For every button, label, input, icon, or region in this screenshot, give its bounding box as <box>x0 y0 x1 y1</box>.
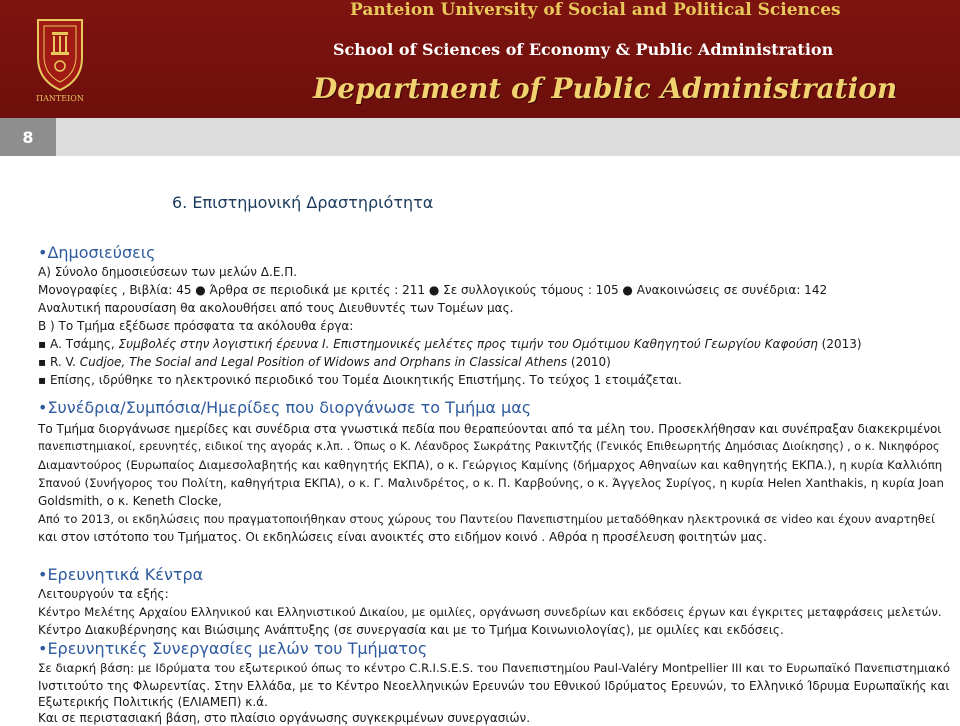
university-name: Panteion University of Social and Political Sciences <box>350 0 841 20</box>
conferences-line: πανεπιστημιακοί, ερευνητές, ειδικοί της αγοράς κ.λπ. . Όπως ο Κ. Λέανδρος Σωκράτης Ρακιντζής (Γενικός Επιθεωρητής Δημόσιας Διοίκησης) , ο κ. Νικηφόρος <box>38 440 940 453</box>
publications-heading: •Δημοσιεύσεις <box>38 243 156 262</box>
conferences-line: Από το 2013, οι εκδηλώσεις που πραγματοποιήθηκαν στους χώρους του Παντείου Πανεπιστημίου μεταδόθηκαν ηλεκτρονικά σε video και έχουν αναρτηθεί <box>38 512 936 526</box>
collaborations-heading: •Ερευνητικές Συνεργασίες μελών του Τμήματος <box>38 639 428 658</box>
section-title: 6. Επιστημονική Δραστηριότητα <box>172 193 434 212</box>
publications-line: Αναλυτική παρουσίαση θα ακολουθήσει από τους Διευθυντές των Τομέων μας. <box>38 301 514 315</box>
school-name: School of Sciences of Economy & Public Administration <box>333 40 834 59</box>
grey-band <box>0 118 960 156</box>
publications-line: Β ) Το Τμήμα εξέδωσε πρόσφατα τα ακόλουθα έργα: <box>38 319 354 333</box>
publications-line: Μονογραφίες , Βιβλία: 45 ● Άρθρα σε περιοδικά με κριτές : 211 ● Σε συλλογικούς τόμους : 105 ● Ανακοινώσεις σε συνέδρια: 142 <box>38 283 828 297</box>
crest-icon <box>30 14 90 94</box>
book-item-2-prefix: ▪ R. V. <box>38 355 80 369</box>
department-name: Department of Public Administration <box>313 72 898 105</box>
conferences-line: Το Τμήμα διοργάνωσε ημερίδες και συνέδρια στα γνωστικά πεδία που θεραπεύονται από τα μέλη του. Προσεκλήθησαν και συνέπραξαν διακεκριμένοι <box>38 422 942 436</box>
publications-line: Α) Σύνολο δημοσιεύσεων των μελών Δ.Ε.Π. <box>38 265 298 279</box>
collaborations-line: Και σε περιστασιακή βάση, στο πλαίσιο οργάνωσης συγκεκριμένων συνεργασιών. <box>38 711 531 725</box>
conferences-heading: •Συνέδρια/Συμπόσια/Ημερίδες που διοργάνωσε το Τμήμα μας <box>38 398 532 417</box>
collaborations-line: Σε διαρκή βάση: με Ιδρύματα του εξωτερικού όπως το κέντρο C.R.I.S.E.S. του Πανεπιστημίου Paul-Valéry Montpellier III και το Ευρωπαϊκό Πανεπιστημιακό <box>38 661 951 675</box>
book-item-2-year: (2010) <box>567 355 611 369</box>
book-item-1 <box>38 337 862 351</box>
header-banner <box>0 0 960 118</box>
page-number: 8 <box>0 118 56 156</box>
conferences-line: Διαμαντούρος (Ευρωπαίος Διαμεσολαβητής και καθηγητής ΕΚΠΑ), ο κ. Γεώργιος Καμίνης (δήμαρχος Αθηναίων και καθηγητής ΕΚΠΑ.), η κυρία Καλλιόπη <box>38 458 943 472</box>
collaborations-line: Ινστιτούτο της Φλωρεντίας. Στην Ελλάδα, με το Κέντρο Νεοελληνικών Ερευνών του Εθνικού Ιδρύματος Ερευνών, το Ελληνικό Ίδρυμα Ευρωπαϊκής και <box>38 679 950 693</box>
conferences-line: Σπανού (Συνήγορος του Πολίτη, καθηγήτρια ΕΚΠΑ), ο κ. Γ. Μαλινδρέτος, ο κ. Π. Καρβούνης, ο κ. Άγγελος Συρίγος, η κυρία Helen Xanthakis, η κυρία Joan <box>38 476 944 490</box>
research-centers-line: Κέντρο Διακυβέρνησης και Βιώσιμης Ανάπτυξης (σε συνεργασία και με το Τμήμα Κοινωνιολογίας), με ομιλίες και εκδόσεις. <box>38 623 784 637</box>
collaborations-line: Εξωτερικής Πολιτικής (ΕΛΙΑΜΕΠ) κ.ά. <box>38 695 268 709</box>
book-item-2-title: Cudjoe, The Social and Legal Position of Widows and Orphans in Classical Athens <box>79 355 568 369</box>
book-item-3: ▪ Επίσης, ιδρύθηκε το ηλεκτρονικό περιοδικό του Τομέα Διοικητικής Επιστήμης. Το τεύχος 1 ετοιμάζεται. <box>38 373 682 387</box>
book-item-1-prefix: ▪ Α. Τσάμης, <box>38 337 119 351</box>
book-item-1-title: Συμβολές στην λογιστική έρευνα Ι. Επιστημονικές μελέτες προς τιμήν του Ομότιμου Καθηγητού Γεωργίου Καφούση <box>118 337 818 351</box>
book-item-1-year: (2013) <box>817 337 862 351</box>
research-centers-heading: •Ερευνητικά Κέντρα <box>38 565 204 584</box>
university-crest-logo <box>30 14 90 104</box>
book-item-2 <box>38 355 611 369</box>
conferences-line: και στον ιστότοπο του Τμήματος. Οι εκδηλώσεις είναι ανοικτές στο ειδήμον κοινό . Αθρόα η προσέλευση φοιτητών μας. <box>38 530 767 544</box>
conferences-line: Goldsmith, ο κ. Keneth Clocke, <box>38 494 222 508</box>
research-centers-line: Κέντρο Μελέτης Αρχαίου Ελληνικού και Ελληνιστικού Δικαίου, με ομιλίες, οργάνωση συνεδρίων και εκδόσεις έργων και έγκριτες μεταφράσεις μελετών. <box>38 605 942 619</box>
research-centers-line: Λειτουργούν τα εξής: <box>38 587 169 601</box>
crest-label: ΠΑΝΤΕΙΟΝ <box>36 94 84 103</box>
